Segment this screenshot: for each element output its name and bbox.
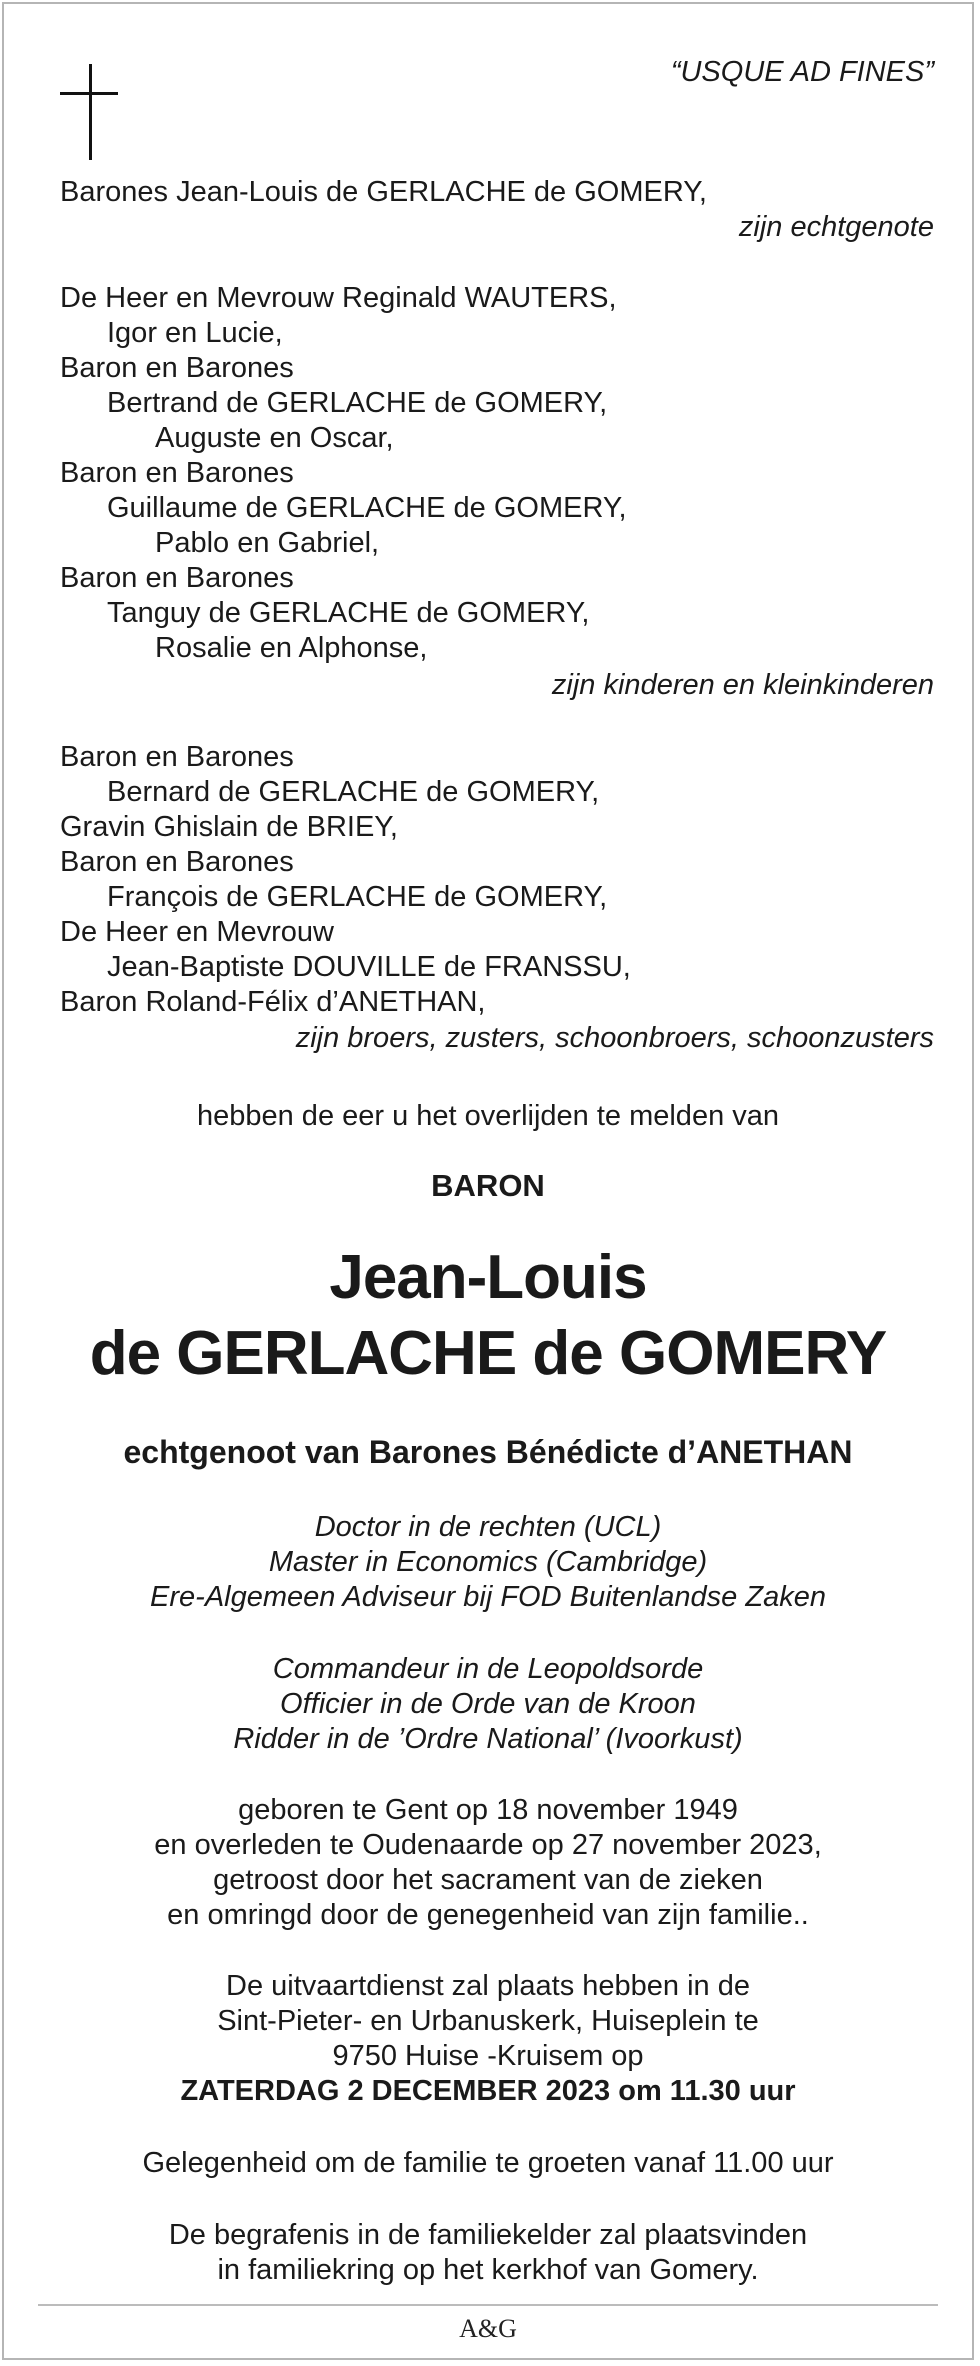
honours-line: Ridder in de ’Ordre National’ (Ivoorkust) — [233, 1723, 743, 1755]
spouse-role: zijn echtgenote — [738, 211, 934, 243]
siblings-line: Jean-Baptiste DOUVILLE de FRANSSU, — [107, 951, 631, 983]
children-line: Baron en Barones — [60, 562, 294, 594]
siblings-line: Baron en Barones — [60, 741, 294, 773]
career-line: Ere-Algemeen Adviseur bij FOD Buitenlandse Zaken — [150, 1581, 826, 1613]
spouse-line: Barones Jean-Louis de GERLACHE de GOMERY, — [60, 176, 707, 208]
children-line: Tanguy de GERLACHE de GOMERY, — [107, 597, 590, 629]
children-line: De Heer en Mevrouw Reginald WAUTERS, — [60, 282, 617, 314]
life-line: getroost door het sacrament van de zieken — [213, 1864, 763, 1896]
life-line: en omringd door de genegenheid van zijn familie.. — [167, 1899, 809, 1931]
obituary-notice — [2, 2, 974, 2360]
children-line: Rosalie en Alphonse, — [155, 632, 428, 664]
announcement: hebben de eer u het overlijden te melden van — [196, 1100, 780, 1132]
publisher-mark: A&G — [459, 2314, 517, 2343]
cross-icon-bar — [60, 92, 118, 95]
honours-line: Officier in de Orde van de Kroon — [280, 1688, 696, 1720]
life-line: geboren te Gent op 18 november 1949 — [238, 1794, 738, 1826]
children-line: Baron en Barones — [60, 457, 294, 489]
deceased-title: BARON — [431, 1168, 545, 1203]
siblings-line: François de GERLACHE de GOMERY, — [107, 881, 608, 913]
burial-line: De begrafenis in de familiekelder zal plaatsvinden — [168, 2219, 808, 2251]
burial-line: in familiekring op het kerkhof van Gomery. — [217, 2254, 759, 2286]
siblings-line: Baron Roland-Félix d’ANETHAN, — [60, 986, 486, 1018]
deceased-spouse: echtgenoot van Barones Bénédicte d’ANETHAN — [123, 1434, 853, 1470]
children-line: Guillaume de GERLACHE de GOMERY, — [107, 492, 627, 524]
deceased-name-family: de GERLACHE de GOMERY — [89, 1319, 887, 1388]
siblings-line: Bernard de GERLACHE de GOMERY, — [107, 776, 600, 808]
motto: “USQUE AD FINES” — [670, 56, 934, 88]
siblings-role: zijn broers, zusters, schoonbroers, schoonzusters — [295, 1022, 934, 1054]
footer-divider — [38, 2304, 938, 2306]
greeting-line: Gelegenheid om de familie te groeten vanaf 11.00 uur — [142, 2147, 834, 2179]
children-line: Igor en Lucie, — [107, 317, 283, 349]
children-line: Bertrand de GERLACHE de GOMERY, — [107, 387, 608, 419]
siblings-line: Baron en Barones — [60, 846, 294, 878]
children-line: Baron en Barones — [60, 352, 294, 384]
siblings-line: De Heer en Mevrouw — [60, 916, 334, 948]
career-line: Doctor in de rechten (UCL) — [314, 1511, 662, 1543]
funeral-date: ZATERDAG 2 DECEMBER 2023 om 11.30 uur — [180, 2075, 796, 2107]
children-role: zijn kinderen en kleinkinderen — [551, 669, 934, 701]
funeral-line: De uitvaartdienst zal plaats hebben in de — [226, 1970, 750, 2002]
deceased-name-first: Jean-Louis — [329, 1243, 647, 1312]
honours-line: Commandeur in de Leopoldsorde — [272, 1653, 704, 1685]
funeral-line: Sint-Pieter- en Urbanuskerk, Huiseplein te — [217, 2005, 759, 2037]
career-line: Master in Economics (Cambridge) — [268, 1546, 708, 1578]
siblings-line: Gravin Ghislain de BRIEY, — [60, 811, 398, 843]
children-line: Auguste en Oscar, — [155, 422, 394, 454]
cross-icon — [89, 64, 92, 160]
children-line: Pablo en Gabriel, — [155, 527, 380, 559]
funeral-line: 9750 Huise -Kruisem op — [332, 2040, 644, 2072]
life-line: en overleden te Oudenaarde op 27 november 2023, — [154, 1829, 822, 1861]
